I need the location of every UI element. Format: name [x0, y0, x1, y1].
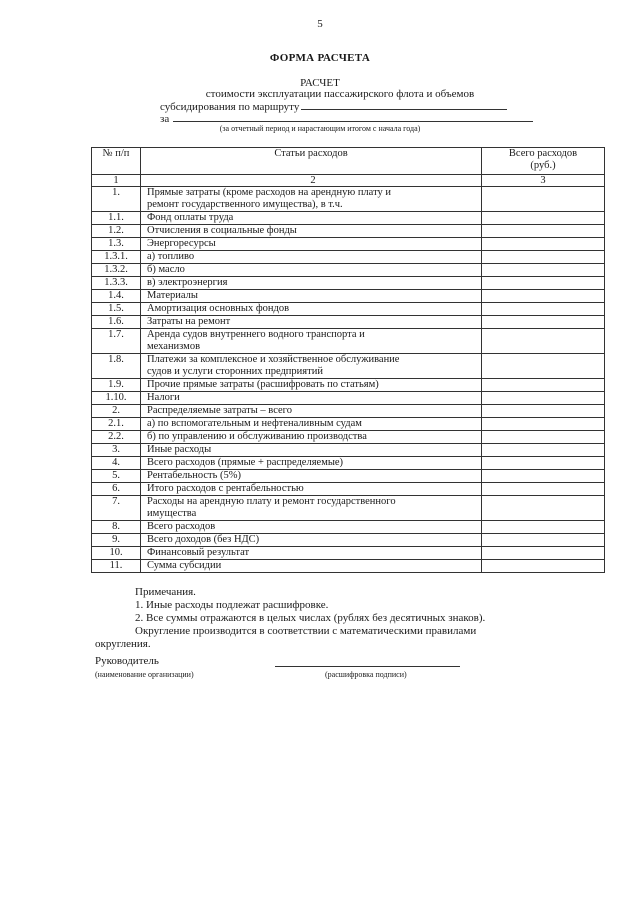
row-item [141, 251, 482, 264]
row-number: 8. [92, 521, 141, 534]
row-total-value[interactable] [482, 187, 605, 212]
row-item [141, 225, 482, 238]
row-item [141, 534, 482, 547]
row-total-value[interactable] [482, 277, 605, 290]
row-total-value[interactable] [482, 534, 605, 547]
table-row [92, 534, 605, 547]
period-fill-line [173, 111, 533, 122]
notes-section [95, 586, 605, 651]
calculation-table [91, 147, 605, 573]
row-item-line-2: судов и услуги сторонних предприятий [147, 366, 323, 377]
row-number: 1. [92, 187, 141, 212]
row-item-line-1: Затраты на ремонт [147, 316, 231, 327]
row-item [141, 212, 482, 225]
table-row [92, 225, 605, 238]
row-item-line-1: Всего доходов (без НДС) [147, 534, 260, 545]
row-item-line-1: б) масло [147, 264, 185, 275]
signature-role: Руководитель [95, 655, 159, 667]
header-num: № п/п [92, 148, 141, 175]
header-total [482, 148, 605, 175]
row-item-line-1: Рентабельность (5%) [147, 470, 242, 481]
note-3-line-1: Округление производится в соответствии с математическими правилами [135, 625, 477, 637]
row-total-value[interactable] [482, 431, 605, 444]
row-item [141, 238, 482, 251]
row-item [141, 483, 482, 496]
row-number: 1.8. [92, 354, 141, 379]
row-item [141, 187, 482, 212]
row-item [141, 405, 482, 418]
row-total-value[interactable] [482, 225, 605, 238]
period-row [160, 111, 533, 125]
row-item-line-1: Энергоресурсы [147, 238, 216, 249]
row-total-value[interactable] [482, 379, 605, 392]
row-item-line-1: Всего расходов [147, 521, 216, 532]
row-total-value[interactable] [482, 238, 605, 251]
row-total-value[interactable] [482, 496, 605, 521]
note-3-line-2: округления. [95, 638, 151, 650]
row-item-line-1: в) электроэнергия [147, 277, 228, 288]
row-item [141, 457, 482, 470]
route-label: субсидирования по маршруту [160, 101, 300, 113]
row-total-value[interactable] [482, 251, 605, 264]
row-item-line-1: Материалы [147, 290, 198, 301]
row-item [141, 496, 482, 521]
row-item-line-2: ремонт государственного имущества), в т.ч. [147, 199, 343, 210]
row-total-value[interactable] [482, 483, 605, 496]
row-item-line-2: имущества [147, 508, 197, 519]
table-row [92, 303, 605, 316]
row-item-line-1: Налоги [147, 392, 180, 403]
period-note: (за отчетный период и нарастающим итогом с начала года) [219, 124, 421, 133]
route-fill-line [301, 99, 507, 110]
row-number: 1.3.2. [92, 264, 141, 277]
table-row [92, 187, 605, 212]
row-total-value[interactable] [482, 329, 605, 354]
row-item-line-1: Прочие прямые затраты (расшифровать по статьям) [147, 379, 379, 390]
row-item-line-1: Платежи за комплексное и хозяйственное обслуживание [147, 354, 400, 365]
row-number: 7. [92, 496, 141, 521]
row-number: 9. [92, 534, 141, 547]
row-total-value[interactable] [482, 316, 605, 329]
table-row [92, 444, 605, 457]
row-number: 1.1. [92, 212, 141, 225]
row-number: 1.10. [92, 392, 141, 405]
table-row [92, 457, 605, 470]
table-row [92, 290, 605, 303]
row-item [141, 264, 482, 277]
row-item [141, 290, 482, 303]
table-row [92, 405, 605, 418]
table-row [92, 547, 605, 560]
row-number: 6. [92, 483, 141, 496]
table-header-row [92, 148, 605, 175]
row-total-value[interactable] [482, 470, 605, 483]
subtitle-line-1: стоимости эксплуатации пассажирского флота и объемов [205, 88, 475, 100]
table-row [92, 418, 605, 431]
row-item [141, 277, 482, 290]
row-total-value[interactable] [482, 547, 605, 560]
row-number: 1.5. [92, 303, 141, 316]
table-row [92, 379, 605, 392]
table-row [92, 496, 605, 521]
row-total-value[interactable] [482, 405, 605, 418]
row-total-value[interactable] [482, 290, 605, 303]
row-item [141, 418, 482, 431]
table-row [92, 251, 605, 264]
row-item [141, 303, 482, 316]
row-total-value[interactable] [482, 303, 605, 316]
table-row [92, 277, 605, 290]
table-row [92, 264, 605, 277]
signature-line [275, 666, 460, 667]
period-label: за [160, 113, 170, 125]
row-number: 1.9. [92, 379, 141, 392]
row-item-line-1: Распределяемые затраты – всего [147, 405, 292, 416]
note-1: 1. Иные расходы подлежат расшифровке. [135, 599, 329, 611]
row-number: 1.3.3. [92, 277, 141, 290]
row-number: 5. [92, 470, 141, 483]
row-item-line-1: Прямые затраты (кроме расходов на арендную плату и [147, 187, 392, 198]
row-item [141, 547, 482, 560]
row-total-value[interactable] [482, 354, 605, 379]
row-item-line-1: а) топливо [147, 251, 195, 262]
row-item-line-1: Аренда судов внутреннего водного транспорта и [147, 329, 365, 340]
row-item [141, 560, 482, 573]
row-item [141, 431, 482, 444]
row-item [141, 329, 482, 354]
table-row [92, 329, 605, 354]
row-item-line-1: Сумма субсидии [147, 560, 222, 571]
row-number: 2.1. [92, 418, 141, 431]
row-item-line-1: Отчисления в социальные фонды [147, 225, 297, 236]
row-item-line-1: Фонд оплаты труда [147, 212, 234, 223]
row-item-line-1: Иные расходы [147, 444, 212, 455]
table-row [92, 354, 605, 379]
row-number: 4. [92, 457, 141, 470]
table-row [92, 483, 605, 496]
row-number: 1.2. [92, 225, 141, 238]
row-total-value[interactable] [482, 560, 605, 573]
row-item [141, 392, 482, 405]
row-number: 1.3.1. [92, 251, 141, 264]
row-total-value[interactable] [482, 212, 605, 225]
row-number: 10. [92, 547, 141, 560]
row-number: 3. [92, 444, 141, 457]
header-total-line-2: (руб.) [530, 160, 556, 171]
row-number: 1.4. [92, 290, 141, 303]
row-item-line-1: Расходы на арендную плату и ремонт государственного [147, 496, 396, 507]
row-item-line-1: Амортизация основных фондов [147, 303, 290, 314]
row-total-value[interactable] [482, 418, 605, 431]
org-caption: (наименование организации) [95, 670, 194, 679]
row-item-line-1: б) по управлению и обслуживанию производства [147, 431, 367, 442]
row-total-value[interactable] [482, 521, 605, 534]
row-total-value[interactable] [482, 264, 605, 277]
row-number: 1.3. [92, 238, 141, 251]
index-num: 1 [92, 175, 141, 187]
table-row [92, 392, 605, 405]
notes-heading: Примечания. [135, 586, 196, 598]
row-item-line-1: Финансовый результат [147, 547, 250, 558]
row-number: 1.7. [92, 329, 141, 354]
row-item [141, 521, 482, 534]
row-item [141, 354, 482, 379]
page-number: 5 [317, 18, 323, 30]
index-total: 3 [482, 175, 605, 187]
index-item: 2 [141, 175, 482, 187]
row-item [141, 444, 482, 457]
row-total-value[interactable] [482, 457, 605, 470]
table-index-row [92, 175, 605, 187]
table-row [92, 470, 605, 483]
row-total-value[interactable] [482, 444, 605, 457]
table-row [92, 212, 605, 225]
table-row [92, 521, 605, 534]
header-item [141, 148, 482, 175]
row-item-line-2: механизмов [147, 341, 201, 352]
document-heading: РАСЧЕТ [300, 77, 340, 89]
row-item-line-1: Всего расходов (прямые + распределяемые) [147, 457, 344, 468]
row-item [141, 379, 482, 392]
header-total-line-1: Всего расходов [508, 148, 578, 159]
form-title: ФОРМА РАСЧЕТА [269, 52, 371, 64]
note-2: 2. Все суммы отражаются в целых числах (рублях без десятичных знаков). [135, 612, 486, 624]
row-item [141, 470, 482, 483]
row-item [141, 316, 482, 329]
table-row [92, 316, 605, 329]
row-total-value[interactable] [482, 392, 605, 405]
row-item-line-1: Итого расходов с рентабельностью [147, 483, 304, 494]
row-number: 1.6. [92, 316, 141, 329]
row-number: 11. [92, 560, 141, 573]
table-row [92, 238, 605, 251]
decode-caption: (расшифровка подписи) [325, 670, 407, 679]
row-number: 2.2. [92, 431, 141, 444]
table-row [92, 431, 605, 444]
row-number: 2. [92, 405, 141, 418]
row-item-line-1: а) по вспомогательным и нефтеналивным судам [147, 418, 362, 429]
header-item-label: Статьи расходов [274, 148, 348, 159]
table-row [92, 560, 605, 573]
